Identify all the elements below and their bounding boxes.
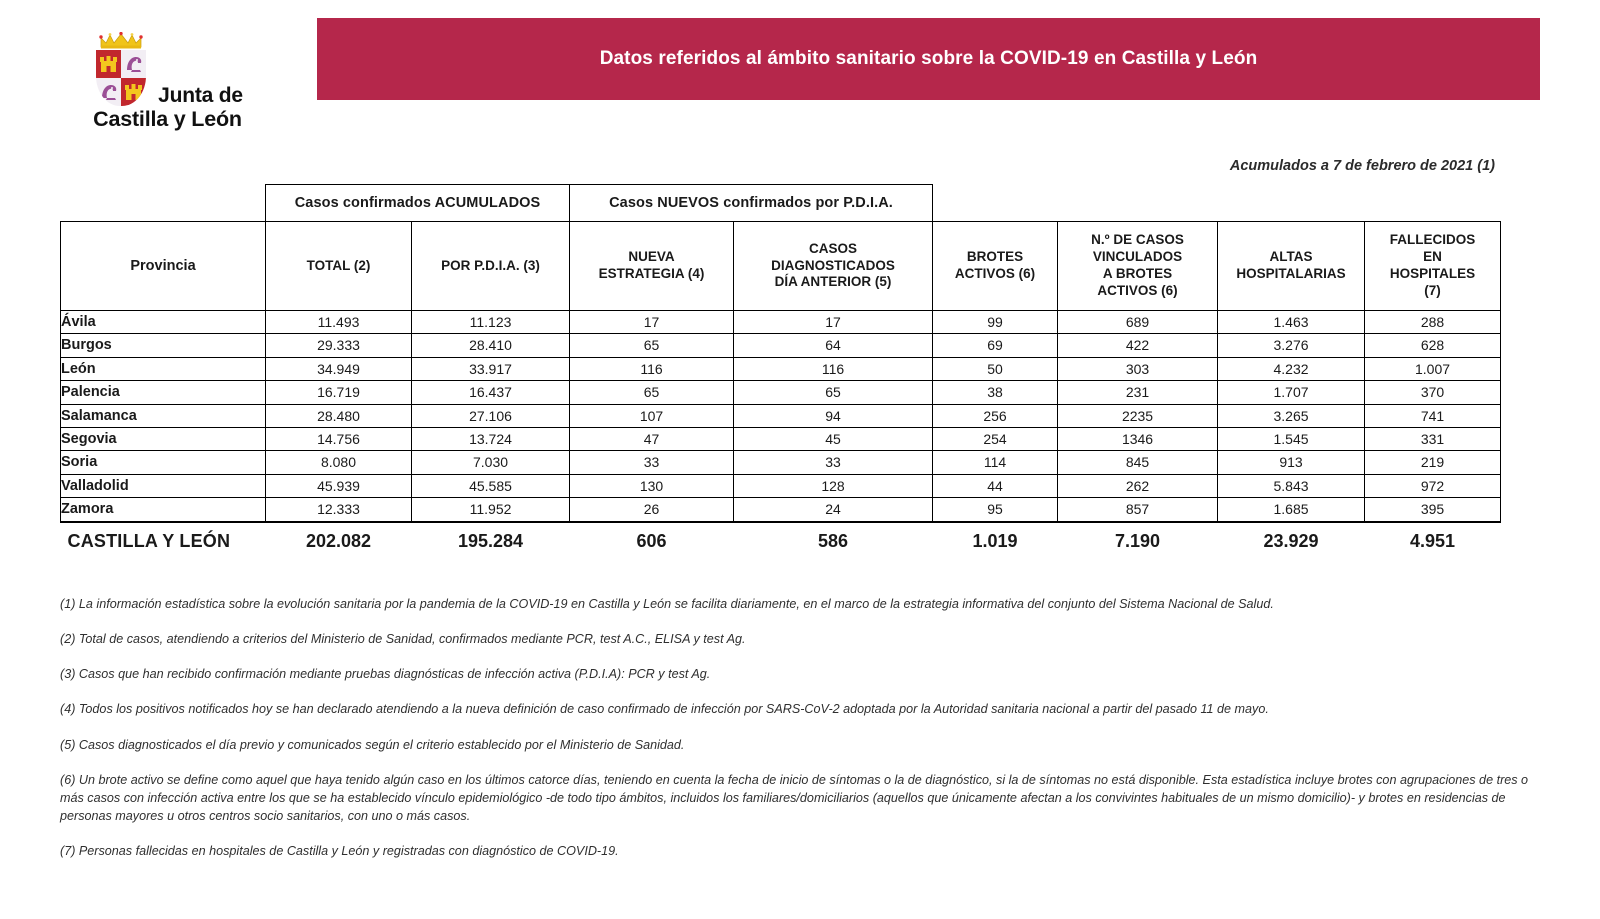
cell-nueva-estrategia: 107: [570, 404, 734, 427]
column-header-casos-vinculados-line4: ACTIVOS (6): [1097, 282, 1178, 298]
group-header-spacer-3: [1058, 185, 1218, 222]
cell-provincia: Ávila: [61, 311, 266, 334]
crown-icon: [99, 32, 143, 49]
cell-altas: 5.843: [1218, 474, 1365, 497]
cell-nueva-estrategia: 26: [570, 498, 734, 522]
cell-dia-anterior: 33: [734, 451, 933, 474]
cell-total-fallecidos: 4.951: [1409, 531, 1456, 552]
cell-provincia: Soria: [61, 451, 266, 474]
cell-total-por-pdia: 195.284: [457, 531, 524, 552]
cell-dia-anterior: 116: [734, 357, 933, 380]
cell-fallecidos: 370: [1365, 381, 1501, 404]
cell-casos-vinculados: 1346: [1058, 428, 1218, 451]
cell-nueva-estrategia: 33: [570, 451, 734, 474]
cell-casos-vinculados: 303: [1058, 357, 1218, 380]
footnote-6: (6) Un brote activo se define como aquel que haya tenido algún caso en los últimos catorce días, teniendo en cuenta la fecha de inicio de síntomas o la de diagnóstico, si la de síntomas no está disponible. Esta estadística incluye brotes con agrupaciones de tres o más casos con infección activa entre los que se ha establecido vínculo epidemiológico -de todo tipo ámbitos, incluidos los familiares/domiciliarios (aquellos que únicamente afectan a los convivintes habituales de un mismo domicilio)- y brotes en residencias de personas mayores u otros centros socio sanitarios, con uno o más casos.: [60, 772, 1529, 824]
cell-total: 12.333: [266, 498, 412, 522]
cell-altas: 1.545: [1218, 428, 1365, 451]
cell-casos-vinculados: 845: [1058, 451, 1218, 474]
column-header-brotes-activos: [933, 222, 1058, 311]
table-column-header-row: [61, 222, 1501, 311]
cell-por-pdia: 7.030: [412, 451, 570, 474]
brand-line-1: Junta de: [158, 83, 243, 107]
column-header-fallecidos-line4: (7): [1424, 282, 1441, 298]
cell-casos-vinculados: 689: [1058, 311, 1218, 334]
cell-por-pdia: 13.724: [412, 428, 570, 451]
cell-total: 45.939: [266, 474, 412, 497]
title-banner: [317, 18, 1540, 100]
group-header-acumulados: Casos confirmados ACUMULADOS: [266, 185, 570, 222]
group-header-nuevos: Casos NUEVOS confirmados por P.D.I.A.: [570, 185, 933, 222]
group-header-spacer-4: [1218, 185, 1365, 222]
table-row: [61, 404, 1501, 427]
footnote-3: (3) Casos que han recibido confirmación mediante pruebas diagnósticas de infección activa (P.D.I.A): PCR y test Ag.: [60, 667, 711, 682]
group-header-spacer-2: [933, 185, 1058, 222]
column-header-nueva-estrategia: [570, 222, 734, 311]
shield-icon: [96, 50, 146, 106]
group-header-spacer-5: [1365, 185, 1501, 222]
cell-nueva-estrategia: 47: [570, 428, 734, 451]
cell-brotes-activos: 44: [933, 474, 1058, 497]
cell-por-pdia: 16.437: [412, 381, 570, 404]
column-header-altas-line1: ALTAS: [1269, 249, 1313, 265]
footnote-4: (4) Todos los positivos notificados hoy se han declarado atendiendo a la nueva definición de caso confirmado de infección por SARS-CoV-2 adoptada por la Autoridad sanitaria nacional a partir del pasado 11 de mayo.: [60, 702, 1269, 717]
cell-altas: 1.463: [1218, 311, 1365, 334]
cell-casos-vinculados: 422: [1058, 334, 1218, 357]
cell-brotes-activos: 38: [933, 381, 1058, 404]
junta-logo: [60, 18, 275, 132]
castle-quarter-4: [121, 78, 146, 106]
cell-fallecidos: 331: [1365, 428, 1501, 451]
column-header-casos-vinculados: [1058, 222, 1218, 311]
column-header-dia-anterior: [734, 222, 933, 311]
column-header-nueva-estrategia-line2: ESTRATEGIA (4): [598, 266, 705, 281]
column-header-provincia: Provincia: [61, 222, 266, 311]
column-header-nueva-estrategia-line1: NUEVA: [628, 249, 675, 265]
cell-por-pdia: 28.410: [412, 334, 570, 357]
page-header: [0, 0, 1600, 132]
footnote-7: (7) Personas fallecidas en hospitales de Castilla y León y registradas con diagnóstico de COVID-19.: [60, 843, 619, 858]
footnote-2: (2) Total de casos, atendiendo a criterios del Ministerio de Sanidad, confirmados mediante PCR, test A.C., ELISA y test Ag.: [60, 631, 746, 646]
cell-altas: 4.232: [1218, 357, 1365, 380]
cell-total-brotes-activos: 1.019: [972, 531, 1018, 552]
cell-dia-anterior: 94: [734, 404, 933, 427]
brand-line-2: Castilla y León: [93, 107, 242, 131]
cell-total: 8.080: [266, 451, 412, 474]
covid-data-table: [60, 184, 1501, 559]
lion-quarter-3: [96, 78, 121, 106]
column-header-brotes-activos-line2: ACTIVOS (6): [954, 266, 1036, 281]
cell-dia-anterior: 45: [734, 428, 933, 451]
column-header-altas-hospitalarias: [1218, 222, 1365, 311]
cell-casos-vinculados: 262: [1058, 474, 1218, 497]
column-header-casos-vinculados-line3: A BROTES: [1102, 266, 1173, 281]
cell-dia-anterior: 128: [734, 474, 933, 497]
column-header-brotes-activos-line1: BROTES: [966, 249, 1024, 265]
cell-altas: 3.265: [1218, 404, 1365, 427]
table-row: [61, 357, 1501, 380]
cell-nueva-estrategia: 65: [570, 381, 734, 404]
cell-total: 11.493: [266, 311, 412, 334]
cell-brotes-activos: 50: [933, 357, 1058, 380]
cell-altas: 913: [1218, 451, 1365, 474]
cell-dia-anterior: 24: [734, 498, 933, 522]
cell-fallecidos: 219: [1365, 451, 1501, 474]
cell-total: 29.333: [266, 334, 412, 357]
cell-total-nueva-estrategia: 606: [636, 531, 667, 552]
table-body: [61, 311, 1501, 559]
cell-fallecidos: 628: [1365, 334, 1501, 357]
cell-brotes-activos: 254: [933, 428, 1058, 451]
table-group-header-row: [61, 185, 1501, 222]
cell-altas: 3.276: [1218, 334, 1365, 357]
table-row: [61, 474, 1501, 497]
cell-total-label: CASTILLA Y LEÓN: [67, 531, 231, 552]
cell-dia-anterior: 64: [734, 334, 933, 357]
cell-brotes-activos: 69: [933, 334, 1058, 357]
table-row: [61, 498, 1501, 522]
cell-total-casos-vinculados: 7.190: [1114, 531, 1161, 552]
cell-por-pdia: 45.585: [412, 474, 570, 497]
cell-total-dia-anterior: 586: [817, 531, 849, 552]
cell-fallecidos: 741: [1365, 404, 1501, 427]
cell-total: 16.719: [266, 381, 412, 404]
cell-total: 28.480: [266, 404, 412, 427]
cell-dia-anterior: 17: [734, 311, 933, 334]
cell-provincia: Palencia: [61, 381, 266, 404]
table-total-row: [61, 522, 1501, 559]
cell-brotes-activos: 95: [933, 498, 1058, 522]
table-row: [61, 428, 1501, 451]
column-header-altas-line2: HOSPITALARIAS: [1236, 266, 1346, 281]
column-header-casos-vinculados-line2: VINCULADOS: [1092, 249, 1183, 265]
column-header-total: TOTAL (2): [266, 222, 412, 311]
table-row: [61, 381, 1501, 404]
cell-casos-vinculados: 2235: [1058, 404, 1218, 427]
column-header-dia-anterior-line3: DÍA ANTERIOR (5): [774, 274, 892, 290]
cell-nueva-estrategia: 130: [570, 474, 734, 497]
column-header-fallecidos-line2: EN: [1423, 249, 1442, 265]
cell-total-altas: 23.929: [1263, 531, 1319, 552]
cell-nueva-estrategia: 116: [570, 357, 734, 380]
column-header-fallecidos: [1365, 222, 1501, 311]
table-row: [61, 334, 1501, 357]
table-row: [61, 451, 1501, 474]
cell-provincia: Zamora: [61, 498, 266, 522]
cell-fallecidos: 972: [1365, 474, 1501, 497]
cell-fallecidos: 288: [1365, 311, 1501, 334]
cell-casos-vinculados: 857: [1058, 498, 1218, 522]
cell-por-pdia: 33.917: [412, 357, 570, 380]
cell-altas: 1.685: [1218, 498, 1365, 522]
coat-of-arms-icon: [92, 32, 150, 106]
cell-provincia: Salamanca: [61, 404, 266, 427]
cell-total-total: 202.082: [305, 531, 372, 552]
column-header-dia-anterior-line2: DIAGNOSTICADOS: [771, 257, 895, 273]
cell-altas: 1.707: [1218, 381, 1365, 404]
footnotes: [0, 595, 1600, 860]
cell-total: 14.756: [266, 428, 412, 451]
cell-casos-vinculados: 231: [1058, 381, 1218, 404]
group-header-spacer: [61, 185, 266, 222]
cell-provincia: León: [61, 357, 266, 380]
cell-por-pdia: 11.123: [412, 311, 570, 334]
cell-dia-anterior: 65: [734, 381, 933, 404]
column-header-dia-anterior-line1: CASOS: [809, 240, 858, 256]
accumulated-date: Acumulados a 7 de febrero de 2021 (1): [1229, 158, 1495, 174]
cell-provincia: Valladolid: [61, 474, 266, 497]
cell-por-pdia: 11.952: [412, 498, 570, 522]
cell-provincia: Segovia: [61, 428, 266, 451]
cell-provincia: Burgos: [61, 334, 266, 357]
cell-total: 34.949: [266, 357, 412, 380]
lion-quarter-2: [121, 50, 146, 78]
column-header-fallecidos-line3: HOSPITALES: [1389, 266, 1476, 281]
cell-brotes-activos: 256: [933, 404, 1058, 427]
column-header-por-pdia: POR P.D.I.A. (3): [412, 222, 570, 311]
column-header-fallecidos-line1: FALLECIDOS: [1389, 232, 1476, 248]
cell-nueva-estrategia: 17: [570, 311, 734, 334]
footnote-1: (1) La información estadística sobre la evolución sanitaria por la pandemia de la COVID-19 en Castilla y León se facilita diariamente, en el marco de la estrategia informativa del conjunto del Sistema Nacional de Salud.: [60, 596, 1274, 611]
cell-nueva-estrategia: 65: [570, 334, 734, 357]
cell-fallecidos: 1.007: [1365, 357, 1501, 380]
page-title: Datos referidos al ámbito sanitario sobre la COVID-19 en Castilla y León: [599, 48, 1258, 69]
cell-brotes-activos: 99: [933, 311, 1058, 334]
cell-fallecidos: 395: [1365, 498, 1501, 522]
cell-por-pdia: 27.106: [412, 404, 570, 427]
column-header-casos-vinculados-line1: N.º DE CASOS: [1091, 232, 1184, 248]
cell-brotes-activos: 114: [933, 451, 1058, 474]
footnote-5: (5) Casos diagnosticados el día previo y comunicados según el criterio establecido por el Ministerio de Sanidad.: [60, 737, 685, 752]
castle-quarter-1: [96, 50, 121, 78]
data-table-wrapper: [0, 184, 1600, 559]
table-row: [61, 311, 1501, 334]
